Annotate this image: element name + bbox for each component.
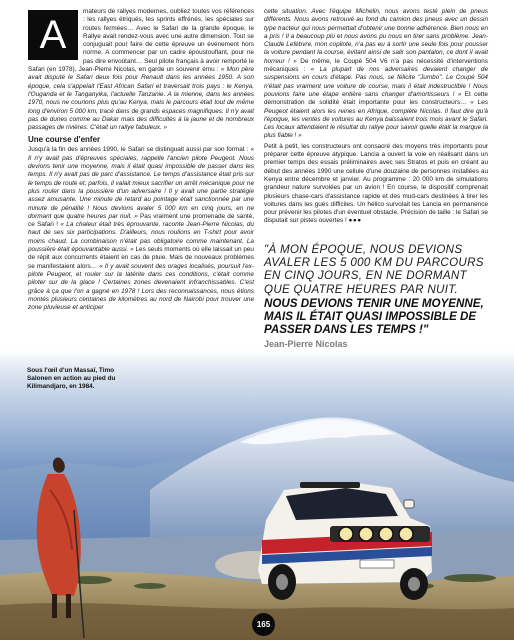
body-2-text: Pas vraiment une promenade de santé, ce Safari !: [28, 212, 255, 229]
right-para-1c: « La plupart de nos adversaires devaient changer de suspensions en cours d'étape. Pas nous, se félicite "Jumbo". Le Coupé 504 n'était pas vraiment une voiture de course, mais il était indestructible ! Nous pouvions faire une étape entière sans changer d'amortisseurs ! »: [264, 66, 489, 98]
drop-cap: A: [28, 10, 78, 60]
intro-text: mateurs de rallyes modernes, oubliez toutes vos références : les rallyes étriqués, les sprints effrénés, les spéciales sur routes fermées… Avec le Safari de la grande époque, le Rallye avait rendez-vous avec une autre dimension. Tout se conjuguait pour faire de cette épreuve un événement hors norme. A commencer par un cadre époustouflant, pour ne pas dire envoûtant… Seul pilote français à avoir remporté le Safari (en 1978), Jean-Pierre Nicolas, en garde un souvenir ému :: [28, 8, 254, 74]
body-2-quote: « La chaleur était très éprouvante, raconte Jean-Pierre Nicolas, du haut de ses six participations. D'ailleurs, nous roulions en T-shirt pour avoir moins chaud. La combinaison n'était pas obligatoire comme maintenant. La poussière était épouvantable aussi. »: [28, 221, 254, 254]
body-1-text: Jusqu'à la fin des années 1990, le Safari se distinguait aussi par son format :: [28, 146, 249, 154]
intro-quote: « Mon père avait disputé le Safari deux fois pour Renault dans les années 1950. A son époque, cela s'appelait l'East African Safari et traversait trois pays : le Kenya, l'Ouganda et le Tanganyika, l'actuelle Tanzanie. A la mienne, dans les années 1970, nous ne courions plus qu'au Kenya, mais le parcours était tout de même long d'environ 5 000 km, tracé dans de grands espaces magnifiques. Il n'y avait pas de dunes comme au Dakar mais des difficultés à la jaune et de nombreux passages de rivières. C'était un rallye fabuleux. »: [28, 66, 255, 132]
right-para-1d: Et cette démonstration de solidité était importante pour les constructeurs…: [264, 90, 488, 107]
rally-car: [258, 482, 432, 600]
pull-quote-line-2: NOUS DEVIONS TENIR UNE MOYENNE, MAIS IL ÉTAIT QUASI IMPOSSIBLE DE PASSER DANS LES TEMPS !": [264, 296, 484, 337]
pull-quote-author: Jean-Pierre Nicolas: [264, 339, 348, 350]
right-para-1b: De même, le Coupé 504 V6 n'a pas nécessité d'interventions mécaniques :: [264, 57, 488, 74]
body-paragraph-1: [28, 146, 254, 312]
right-para-2: Petit à petit, les constructeurs ont consacré des moyens très importants pour préparer cette épreuve atypique. Lancia a ouvert la voie en réalisant dans un premier temps des essais préliminaires avec ses Stratos et puis en créant au début des années 1990 une cellule d'une douzaine de personnes installées au Kenya entre décembre et janvier. Au programme : 20 000 km de simulations grandeur nature survolées par un avion ! En course, le dispositif comprenait plusieurs chase-cars d'assistance rapide et des mud-cars destinées à tirer les voitures dans les gués difficiles. Un hélico survolait les Lancia en permanence pour prévenir les pilotes d'un éventuel obstacle. Précision de taille : le Safari se disputait sur pistes ouvertes !: [264, 142, 488, 225]
pull-quote: [264, 243, 494, 349]
body-3-quote: « Il y avait souvent des orages localisés, poursuit l'ex-pilote Peugeot, et rouler sur la latérite dans ces conditions, c'était comme piloter sur de la glace ! Certaines zones devenaient infranchissables. C'est grâce à ça que l'on a gagné en 1978 ! Lors des reconnaissances, nous étions montés plusieurs centaines de kilomètres au nord de Nairobi pour trouver une zone pluvieuse et anticiper: [28, 262, 255, 312]
rally-photo: [0, 350, 514, 640]
right-para-1e: « Les Peugeot étaient alors les reines en Afrique, complète Nicolas. Il faut dire qu'à l'époque, les ventes de voitures au Kenya baissaient trois mois avant le Safari. Les locaux attendaient le résultat du rallye pour savoir quelle était la marque la plus fiable ! »: [264, 99, 488, 140]
photo-caption: Sous l'œil d'un Massaï, Timo Salonen en action au pied du Kilimandjaro, en 1984.: [27, 367, 116, 390]
page-number: 165: [252, 613, 275, 636]
intro-paragraph: [28, 8, 254, 132]
end-mark: ●●●: [348, 217, 362, 225]
pull-quote-line-1: "À MON ÉPOQUE, NOUS DEVIONS AVALER LES 5 000 KM DU PARCOURS EN CINQ JOURS, EN NE DORMANT QUE QUATRE HEURES PAR NUIT.: [264, 243, 484, 296]
left-column: [28, 8, 254, 314]
right-column: [264, 8, 488, 228]
body-1-quote: « Il n'y avait pas d'épreuves spéciales, rappelle l'ancien pilote Peugeot. Nous devions tenir une moyenne, mais il était quasi impossible de passer dans les temps. Il n'y avait pas de parc d'assistance. Le temps d'assistance était pris sur le temps de route et, parfois, il valait mieux sacrifier un arrêt mécanique pour ne plus rouler dans la poussière d'un adversaire ! Il y avait une partie stratégie assez amusante. Une minute de retard au pointage était sanctionnée par une minute de pénalité ! Nous devions avaler 5 000 km en cinq jours, en ne dormant que quatre heures par nuit. »: [28, 146, 254, 220]
right-para-1a: cette situation. Avec l'équipe Michelin, nous avons testé plein de pneus différents. Nous avons retrouvé au fond du camion des pneus avec un dessin type tracteur qui nous permettait d'obtenir une bonne adhérence. Bien nous en a pris ! Il a beaucoup plu et nous avons pu nous en tirer sans problème. Jean-Claude Lefèbvre, mon copilote, n'a pas eu à sortir une seule fois pour pousser la voiture pendant la course, évitant ainsi de salir son pantalon, ce dont il avait horreur ! »: [264, 8, 488, 65]
section-subhead: Une course d'enfer: [28, 135, 101, 145]
rally-photo-illustration: [0, 350, 514, 640]
body-3-text: Les seuls moments où elle laissait un peu de répit aux concurrents étaient en cas de pluie. Mais de nouveaux problèmes se manifestaient alors…: [28, 246, 254, 270]
right-paragraph-1: [264, 8, 488, 141]
right-paragraph-2: [264, 143, 488, 226]
